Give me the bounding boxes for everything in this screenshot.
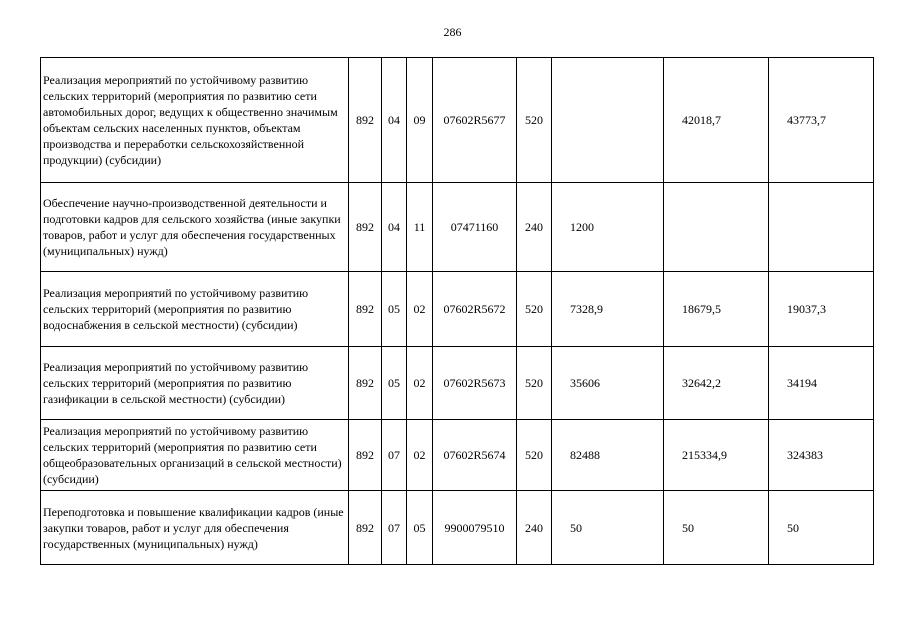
expense-name: Обеспечение научно-производственной деятельности и подготовки кадров для сельского хозяйства (иные закупки товаров, работ и услуг для обеспечения государственных (муниципальных) нужд) <box>41 183 349 272</box>
amount-year-3: 34194 <box>769 347 874 420</box>
expense-name: Реализация мероприятий по устойчивому развитию сельских территорий (мероприятия по развитию газификации в сельской местности) (субсидии) <box>41 347 349 420</box>
table-row <box>41 272 874 347</box>
expense-type-code: 240 <box>517 183 552 272</box>
table-row <box>41 183 874 272</box>
target-article-code: 07471160 <box>433 183 517 272</box>
target-article-code: 07602R5673 <box>433 347 517 420</box>
amount-year-2: 50 <box>664 491 769 565</box>
expense-type-code: 520 <box>517 272 552 347</box>
budget-table <box>40 57 874 565</box>
expense-name: Переподготовка и повышение квалификации кадров (иные закупки товаров, работ и услуг для обеспечения государственных (муниципальных) нужд) <box>41 491 349 565</box>
ministry-code: 892 <box>349 58 382 183</box>
table-row <box>41 491 874 565</box>
subsection-code: 02 <box>407 272 433 347</box>
amount-year-2: 32642,2 <box>664 347 769 420</box>
subsection-code: 09 <box>407 58 433 183</box>
subsection-code: 02 <box>407 420 433 491</box>
amount-year-2 <box>664 183 769 272</box>
target-article-code: 07602R5674 <box>433 420 517 491</box>
amount-year-3: 50 <box>769 491 874 565</box>
amount-year-1: 50 <box>552 491 664 565</box>
table-row <box>41 347 874 420</box>
subsection-code: 05 <box>407 491 433 565</box>
expense-type-code: 520 <box>517 420 552 491</box>
section-code: 07 <box>382 491 407 565</box>
section-code: 04 <box>382 58 407 183</box>
amount-year-2: 215334,9 <box>664 420 769 491</box>
target-article-code: 07602R5672 <box>433 272 517 347</box>
target-article-code: 07602R5677 <box>433 58 517 183</box>
ministry-code: 892 <box>349 183 382 272</box>
amount-year-2: 42018,7 <box>664 58 769 183</box>
subsection-code: 11 <box>407 183 433 272</box>
expense-type-code: 240 <box>517 491 552 565</box>
subsection-code: 02 <box>407 347 433 420</box>
amount-year-3: 43773,7 <box>769 58 874 183</box>
ministry-code: 892 <box>349 272 382 347</box>
ministry-code: 892 <box>349 347 382 420</box>
table-row <box>41 420 874 491</box>
expense-type-code: 520 <box>517 347 552 420</box>
target-article-code: 9900079510 <box>433 491 517 565</box>
expense-name: Реализация мероприятий по устойчивому развитию сельских территорий (мероприятия по развитию сети общеобразовательных организаций в сельской местности) (субсидии) <box>41 420 349 491</box>
amount-year-2: 18679,5 <box>664 272 769 347</box>
section-code: 05 <box>382 347 407 420</box>
amount-year-1: 35606 <box>552 347 664 420</box>
amount-year-1 <box>552 58 664 183</box>
amount-year-1: 7328,9 <box>552 272 664 347</box>
expense-name: Реализация мероприятий по устойчивому развитию сельских территорий (мероприятия по развитию водоснабжения в сельской местности) (субсидии) <box>41 272 349 347</box>
table-row <box>41 58 874 183</box>
expense-name: Реализация мероприятий по устойчивому развитию сельских территорий (мероприятия по развитию сети автомобильных дорог, ведущих к общественно значимым объектам сельских населенных пунктов, объектам производства и переработки сельскохозяйственной продукции) (субсидии) <box>41 58 349 183</box>
amount-year-3 <box>769 183 874 272</box>
expense-type-code: 520 <box>517 58 552 183</box>
ministry-code: 892 <box>349 491 382 565</box>
section-code: 05 <box>382 272 407 347</box>
amount-year-1: 1200 <box>552 183 664 272</box>
section-code: 04 <box>382 183 407 272</box>
amount-year-3: 19037,3 <box>769 272 874 347</box>
amount-year-1: 82488 <box>552 420 664 491</box>
ministry-code: 892 <box>349 420 382 491</box>
section-code: 07 <box>382 420 407 491</box>
page-number: 286 <box>443 25 462 39</box>
amount-year-3: 324383 <box>769 420 874 491</box>
